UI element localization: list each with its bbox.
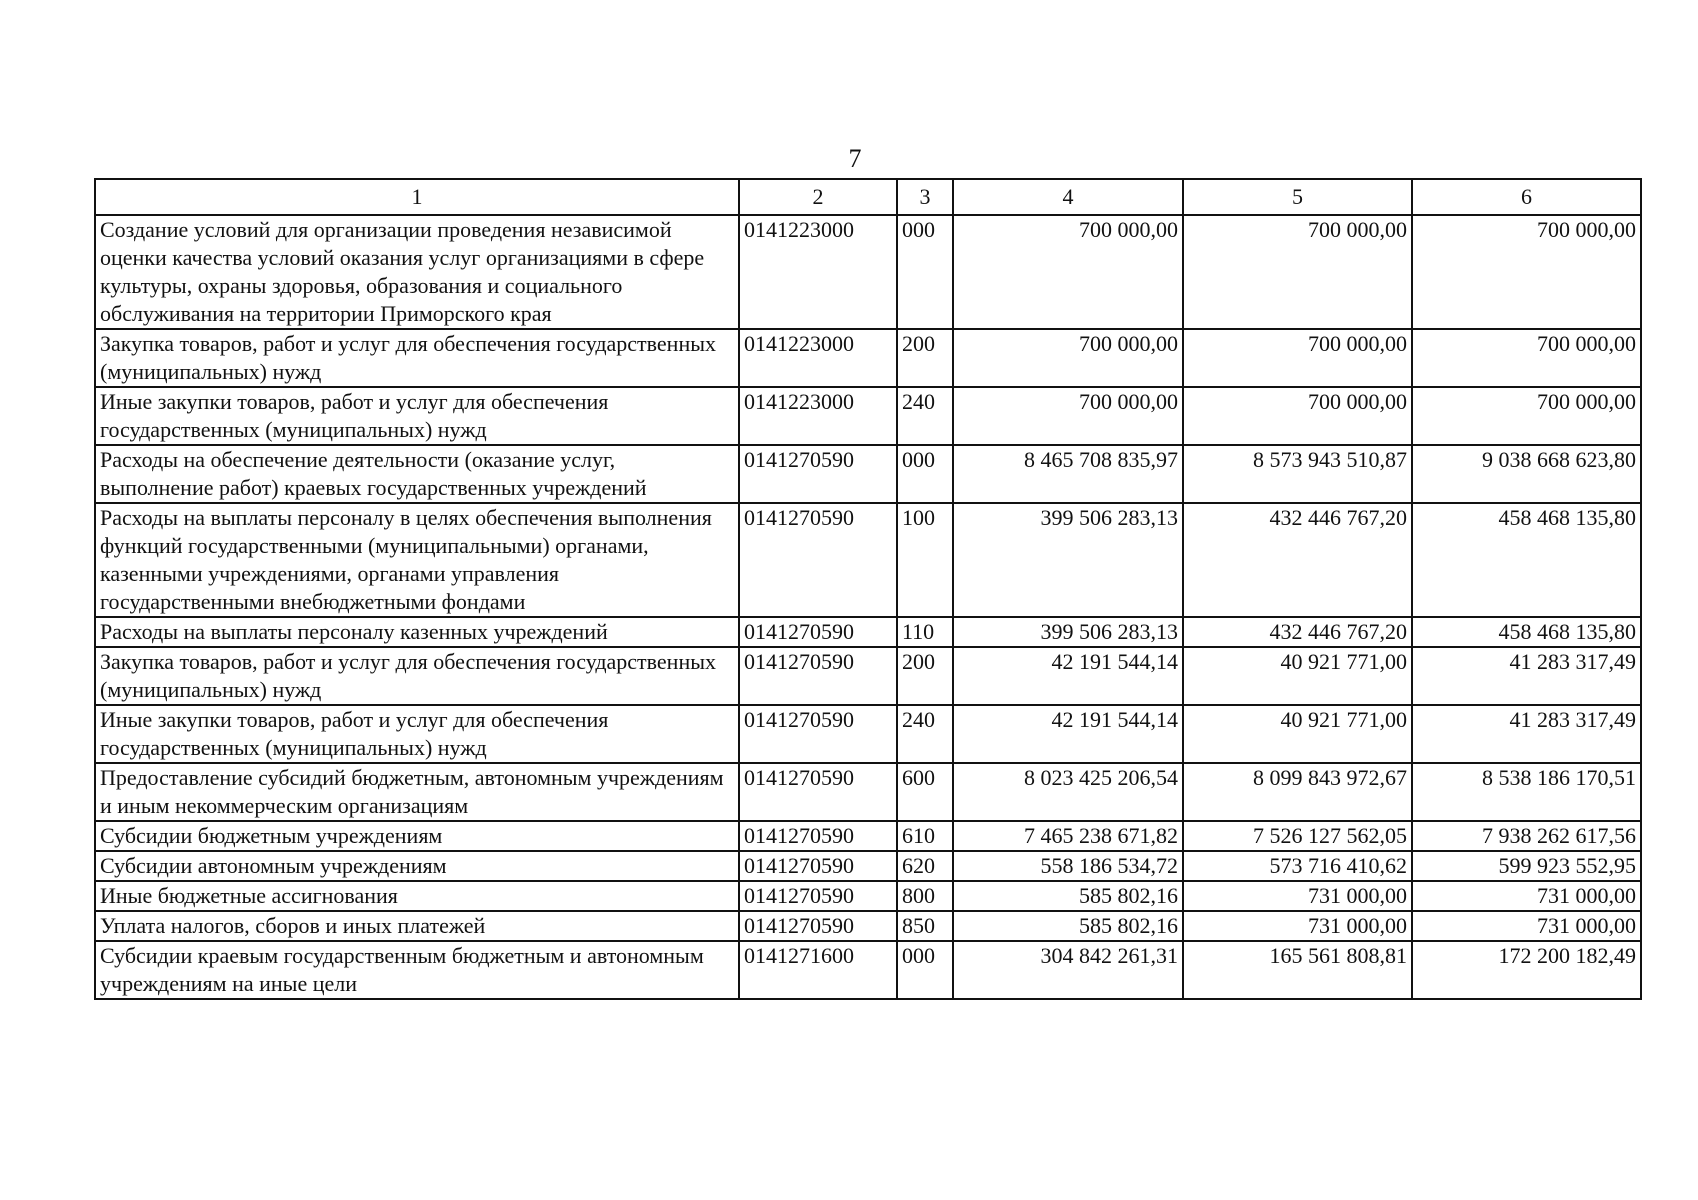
row-expense-kind: 240 xyxy=(897,387,953,445)
row-amount-col6: 41 283 317,49 xyxy=(1412,705,1641,763)
row-name: Субсидии краевым государственным бюджетным и автономным учреждениям на иные цели xyxy=(95,941,739,999)
row-amount-col6: 9 038 668 623,80 xyxy=(1412,445,1641,503)
row-amount-col4: 700 000,00 xyxy=(953,387,1183,445)
header-cell-3: 3 xyxy=(897,179,953,215)
row-name: Расходы на выплаты персоналу в целях обеспечения выполнения функций государственными (муниципальными) органами, казенными учреждениями, органами управления государственными внебюджетными фондами xyxy=(95,503,739,617)
row-amount-col4: 700 000,00 xyxy=(953,215,1183,329)
row-amount-col5: 700 000,00 xyxy=(1183,329,1412,387)
row-amount-col4: 399 506 283,13 xyxy=(953,617,1183,647)
row-target-code: 0141270590 xyxy=(739,911,897,941)
table-row xyxy=(95,881,1641,911)
row-amount-col6: 458 468 135,80 xyxy=(1412,503,1641,617)
row-expense-kind: 000 xyxy=(897,941,953,999)
row-amount-col5: 432 446 767,20 xyxy=(1183,503,1412,617)
row-name: Закупка товаров, работ и услуг для обеспечения государственных (муниципальных) нужд xyxy=(95,647,739,705)
row-amount-col6: 700 000,00 xyxy=(1412,329,1641,387)
row-amount-col6: 172 200 182,49 xyxy=(1412,941,1641,999)
row-amount-col6: 731 000,00 xyxy=(1412,881,1641,911)
row-amount-col4: 585 802,16 xyxy=(953,911,1183,941)
row-name: Субсидии бюджетным учреждениям xyxy=(95,821,739,851)
table-row xyxy=(95,647,1641,705)
header-cell-6: 6 xyxy=(1412,179,1641,215)
row-target-code: 0141270590 xyxy=(739,705,897,763)
row-name: Расходы на обеспечение деятельности (оказание услуг, выполнение работ) краевых государственных учреждений xyxy=(95,445,739,503)
row-name: Уплата налогов, сборов и иных платежей xyxy=(95,911,739,941)
row-expense-kind: 600 xyxy=(897,763,953,821)
budget-table xyxy=(94,178,1642,1000)
row-amount-col4: 42 191 544,14 xyxy=(953,705,1183,763)
row-target-code: 0141271600 xyxy=(739,941,897,999)
row-target-code: 0141270590 xyxy=(739,647,897,705)
row-amount-col6: 7 938 262 617,56 xyxy=(1412,821,1641,851)
row-amount-col6: 700 000,00 xyxy=(1412,215,1641,329)
row-amount-col4: 585 802,16 xyxy=(953,881,1183,911)
table-row xyxy=(95,215,1641,329)
row-amount-col6: 700 000,00 xyxy=(1412,387,1641,445)
row-target-code: 0141270590 xyxy=(739,821,897,851)
row-amount-col5: 700 000,00 xyxy=(1183,215,1412,329)
row-target-code: 0141270590 xyxy=(739,617,897,647)
row-amount-col4: 304 842 261,31 xyxy=(953,941,1183,999)
row-name: Иные закупки товаров, работ и услуг для обеспечения государственных (муниципальных) нужд xyxy=(95,387,739,445)
row-amount-col6: 731 000,00 xyxy=(1412,911,1641,941)
row-target-code: 0141270590 xyxy=(739,763,897,821)
row-target-code: 0141223000 xyxy=(739,387,897,445)
row-expense-kind: 200 xyxy=(897,647,953,705)
table-row xyxy=(95,821,1641,851)
row-amount-col5: 700 000,00 xyxy=(1183,387,1412,445)
row-expense-kind: 000 xyxy=(897,215,953,329)
table-row xyxy=(95,329,1641,387)
row-amount-col4: 8 023 425 206,54 xyxy=(953,763,1183,821)
row-expense-kind: 100 xyxy=(897,503,953,617)
row-expense-kind: 620 xyxy=(897,851,953,881)
row-expense-kind: 000 xyxy=(897,445,953,503)
header-cell-1: 1 xyxy=(95,179,739,215)
row-expense-kind: 800 xyxy=(897,881,953,911)
row-target-code: 0141270590 xyxy=(739,881,897,911)
header-cell-4: 4 xyxy=(953,179,1183,215)
table-row xyxy=(95,763,1641,821)
table-row xyxy=(95,617,1641,647)
row-amount-col6: 599 923 552,95 xyxy=(1412,851,1641,881)
row-amount-col6: 41 283 317,49 xyxy=(1412,647,1641,705)
row-name: Закупка товаров, работ и услуг для обеспечения государственных (муниципальных) нужд xyxy=(95,329,739,387)
row-target-code: 0141223000 xyxy=(739,215,897,329)
row-amount-col5: 40 921 771,00 xyxy=(1183,647,1412,705)
row-expense-kind: 850 xyxy=(897,911,953,941)
row-name: Предоставление субсидий бюджетным, автономным учреждениям и иным некоммерческим организациям xyxy=(95,763,739,821)
header-row xyxy=(95,179,1641,215)
table-row xyxy=(95,705,1641,763)
row-amount-col5: 432 446 767,20 xyxy=(1183,617,1412,647)
row-name: Иные бюджетные ассигнования xyxy=(95,881,739,911)
row-amount-col5: 40 921 771,00 xyxy=(1183,705,1412,763)
page-number: 7 xyxy=(848,144,862,173)
row-amount-col5: 165 561 808,81 xyxy=(1183,941,1412,999)
row-name: Иные закупки товаров, работ и услуг для обеспечения государственных (муниципальных) нужд xyxy=(95,705,739,763)
row-amount-col5: 8 099 843 972,67 xyxy=(1183,763,1412,821)
header-cell-2: 2 xyxy=(739,179,897,215)
row-amount-col4: 399 506 283,13 xyxy=(953,503,1183,617)
table-row xyxy=(95,851,1641,881)
table-row xyxy=(95,387,1641,445)
row-amount-col4: 8 465 708 835,97 xyxy=(953,445,1183,503)
row-expense-kind: 110 xyxy=(897,617,953,647)
row-amount-col6: 8 538 186 170,51 xyxy=(1412,763,1641,821)
row-amount-col5: 573 716 410,62 xyxy=(1183,851,1412,881)
row-target-code: 0141223000 xyxy=(739,329,897,387)
table-row xyxy=(95,503,1641,617)
row-expense-kind: 200 xyxy=(897,329,953,387)
row-amount-col4: 7 465 238 671,82 xyxy=(953,821,1183,851)
row-name: Субсидии автономным учреждениям xyxy=(95,851,739,881)
row-amount-col5: 8 573 943 510,87 xyxy=(1183,445,1412,503)
row-amount-col6: 458 468 135,80 xyxy=(1412,617,1641,647)
row-name: Расходы на выплаты персоналу казенных учреждений xyxy=(95,617,739,647)
table-row xyxy=(95,445,1641,503)
row-amount-col5: 731 000,00 xyxy=(1183,881,1412,911)
row-expense-kind: 240 xyxy=(897,705,953,763)
row-name: Создание условий для организации проведения независимой оценки качества условий оказания услуг организациями в сфере культуры, охраны здоровья, образования и социального обслуживания на территории Приморского края xyxy=(95,215,739,329)
row-amount-col4: 42 191 544,14 xyxy=(953,647,1183,705)
row-target-code: 0141270590 xyxy=(739,445,897,503)
row-amount-col4: 558 186 534,72 xyxy=(953,851,1183,881)
row-amount-col5: 731 000,00 xyxy=(1183,911,1412,941)
table-row xyxy=(95,941,1641,999)
row-amount-col4: 700 000,00 xyxy=(953,329,1183,387)
table-row xyxy=(95,911,1641,941)
row-target-code: 0141270590 xyxy=(739,503,897,617)
row-expense-kind: 610 xyxy=(897,821,953,851)
row-target-code: 0141270590 xyxy=(739,851,897,881)
row-amount-col5: 7 526 127 562,05 xyxy=(1183,821,1412,851)
header-cell-5: 5 xyxy=(1183,179,1412,215)
